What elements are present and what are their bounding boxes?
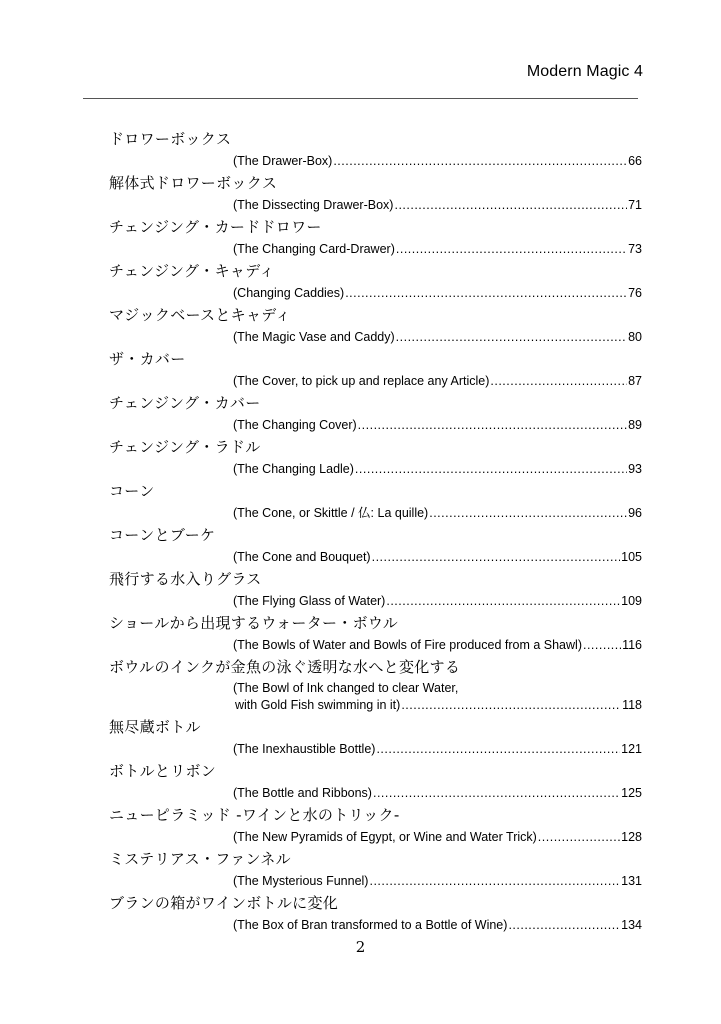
- toc-entry-english-line: [233, 740, 642, 759]
- toc-entry-english-line: [233, 460, 642, 479]
- toc-entry-japanese-title: ニューピラミッド -ワインと水のトリック-: [109, 806, 400, 824]
- toc-entry-english-line: [233, 828, 642, 847]
- dot-leader: [369, 872, 620, 891]
- header-divider: [83, 98, 638, 99]
- dot-leader: [583, 636, 621, 655]
- toc-entry-english-title-first-line: (The Bowl of Ink changed to clear Water,: [233, 681, 459, 695]
- toc-entry-english-line: [233, 196, 642, 215]
- toc-entry-japanese-title: ザ・カバー: [109, 350, 186, 368]
- toc-entry-page-number: 134: [621, 918, 642, 932]
- toc-entry: [109, 655, 642, 715]
- toc-entry-japanese-title: ミステリアス・ファンネル: [109, 850, 291, 868]
- dot-leader: [394, 196, 627, 215]
- toc-entry-english-title: (The Changing Ladle): [233, 462, 354, 476]
- toc-entry-english-title: (The Cover, to pick up and replace any Article): [233, 374, 490, 388]
- toc-entry: [109, 891, 642, 935]
- dot-leader: [401, 696, 621, 715]
- toc-entry-english-title: (Changing Caddies): [233, 286, 345, 300]
- toc-entry: [109, 715, 642, 759]
- dot-leader: [345, 284, 627, 303]
- toc-entry-page-number: 118: [622, 698, 642, 712]
- toc-entry-japanese-title: チェンジング・キャディ: [109, 262, 275, 280]
- toc-entry: [109, 303, 642, 347]
- toc-entry: [109, 523, 642, 567]
- dot-leader: [358, 416, 627, 435]
- dot-leader: [373, 784, 620, 803]
- toc-entry-english-line: [233, 152, 642, 171]
- toc-entry-page-number: 121: [621, 742, 642, 756]
- dot-leader: [508, 916, 620, 935]
- toc-entry-page-number: 93: [628, 462, 642, 476]
- toc-entry-japanese-title: ブランの箱がワインボトルに変化: [109, 894, 339, 912]
- toc-entry-page-number: 116: [622, 638, 642, 652]
- toc-entry-english-line: [233, 548, 642, 567]
- running-header-title: Modern Magic 4: [526, 63, 643, 80]
- toc-entry-english-title: (The Dissecting Drawer-Box): [233, 198, 394, 212]
- page-number-footer: 2: [355, 938, 366, 956]
- toc-entry-english-line: [235, 696, 642, 715]
- toc-entry: [109, 171, 642, 215]
- toc-entry-english-title: (The Inexhaustible Bottle): [233, 742, 376, 756]
- toc-entry-english-title: (The Drawer-Box): [233, 154, 333, 168]
- toc-entry-english-title: (The Bowls of Water and Bowls of Fire produced from a Shawl): [233, 638, 582, 652]
- toc-entry-english-line: [233, 784, 642, 803]
- table-of-contents: [109, 127, 642, 935]
- toc-entry-page-number: 73: [628, 242, 642, 256]
- toc-entry-page-number: 89: [628, 418, 642, 432]
- dot-leader: [386, 592, 620, 611]
- toc-entry-english-line: [233, 416, 642, 435]
- toc-entry: [109, 259, 642, 303]
- toc-entry-english-title: (The Changing Card-Drawer): [233, 242, 395, 256]
- toc-entry: [109, 847, 642, 891]
- toc-entry-japanese-title: ショールから出現するウォーター・ボウル: [109, 614, 399, 632]
- toc-entry: [109, 127, 642, 171]
- toc-entry-english-title: (The Bottle and Ribbons): [233, 786, 372, 800]
- toc-entry-page-number: 66: [628, 154, 642, 168]
- toc-entry-english-title: (The Box of Bran transformed to a Bottle of Wine): [233, 918, 508, 932]
- toc-entry-japanese-title: 解体式ドロワーボックス: [109, 174, 278, 192]
- toc-entry-english-title: (The New Pyramids of Egypt, or Wine and Water Trick): [233, 830, 537, 844]
- toc-entry-english-title: (The Cone and Bouquet): [233, 550, 371, 564]
- toc-entry-page-number: 125: [621, 786, 642, 800]
- toc-entry-page-number: 105: [621, 550, 642, 564]
- toc-entry: [109, 215, 642, 259]
- toc-entry-page-number: 76: [628, 286, 642, 300]
- toc-entry-page-number: 80: [628, 330, 642, 344]
- toc-entry: [109, 347, 642, 391]
- toc-entry: [109, 759, 642, 803]
- toc-entry-japanese-title: 飛行する水入りグラス: [109, 570, 262, 588]
- toc-entry-page-number: 87: [628, 374, 642, 388]
- toc-entry: [109, 479, 642, 523]
- toc-entry-page-number: 128: [621, 830, 642, 844]
- toc-entry: [109, 803, 642, 847]
- toc-entry-english-line: [233, 372, 642, 391]
- toc-entry: [109, 391, 642, 435]
- toc-entry-english-line: [233, 240, 642, 259]
- dot-leader: [333, 152, 627, 171]
- toc-entry-japanese-title: ボウルのインクが金魚の泳ぐ透明な水へと変化する: [109, 658, 461, 676]
- toc-entry: [109, 567, 642, 611]
- toc-entry-english-line: [233, 916, 642, 935]
- dot-leader: [376, 740, 620, 759]
- toc-entry-japanese-title: チェンジング・ラドル: [109, 438, 261, 456]
- toc-entry-japanese-title: ボトルとリボン: [109, 762, 217, 780]
- toc-entry-english-line: [233, 872, 642, 891]
- toc-entry-japanese-title: マジックベースとキャディ: [109, 306, 291, 324]
- toc-entry: [109, 611, 642, 655]
- dot-leader: [538, 828, 620, 847]
- toc-entry-english-line: [233, 328, 642, 347]
- toc-entry: [109, 435, 642, 479]
- toc-entry-english-title: (The Cone, or Skittle / 仏: La quille): [233, 506, 429, 520]
- toc-entry-japanese-title: チェンジング・カバー: [109, 394, 261, 412]
- dot-leader: [372, 548, 621, 567]
- toc-entry-page-number: 131: [621, 874, 642, 888]
- toc-entry-page-number: 71: [628, 198, 642, 212]
- toc-entry-japanese-title: コーン: [109, 482, 155, 500]
- toc-entry-page-number: 109: [621, 594, 642, 608]
- dot-leader: [396, 328, 627, 347]
- toc-entry-japanese-title: 無尽蔵ボトル: [109, 718, 201, 736]
- dot-leader: [355, 460, 627, 479]
- toc-entry-english-title: (The Mysterious Funnel): [233, 874, 369, 888]
- toc-entry-japanese-title: ドロワーボックス: [109, 130, 232, 148]
- toc-entry-english-title: with Gold Fish swimming in it): [235, 698, 401, 712]
- toc-entry-english-title: (The Magic Vase and Caddy): [233, 330, 395, 344]
- dot-leader: [396, 240, 627, 259]
- toc-entry-english-line: [233, 636, 642, 655]
- toc-entry-page-number: 96: [628, 506, 642, 520]
- toc-entry-english-title: (The Flying Glass of Water): [233, 594, 386, 608]
- toc-entry-english-line: [233, 504, 642, 523]
- toc-entry-english-line: [233, 284, 642, 303]
- dot-leader: [429, 504, 627, 523]
- toc-entry-japanese-title: コーンとブーケ: [109, 526, 216, 544]
- toc-entry-english-title: (The Changing Cover): [233, 418, 357, 432]
- toc-entry-japanese-title: チェンジング・カードドロワー: [109, 218, 322, 236]
- toc-entry-english-line: [233, 592, 642, 611]
- dot-leader: [490, 372, 627, 391]
